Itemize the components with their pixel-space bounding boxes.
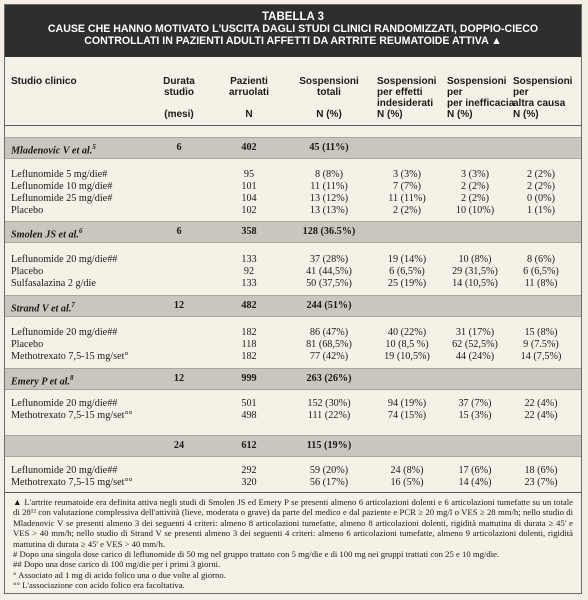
row-n: 92 (243, 266, 255, 277)
row-arm: Placebo (11, 205, 44, 216)
row-inefficacy: 44 (24%) (455, 351, 495, 362)
study-duration: 24 (173, 440, 185, 451)
study-name-strand: Strand V et al.$^7$ (11, 301, 75, 315)
row-other: 2 (2%) (526, 181, 555, 192)
row-adverse: 3 (3%) (392, 169, 421, 180)
row-n: 95 (243, 169, 255, 180)
footnote-double-degree: °° L'associazione con acido folico era facoltativa. (13, 580, 185, 591)
row-n: 182 (241, 327, 257, 338)
row-arm: Leflunomide 20 mg/die## (11, 327, 118, 338)
row-inefficacy: 37 (7%) (458, 398, 492, 409)
study-patients: 402 (241, 142, 257, 153)
row-adverse: 25 (19%) (387, 278, 427, 289)
study-name-smolen: Smolen JS et al.$^6$ (11, 227, 83, 241)
row-arm: Leflunomide 10 mg/die# (11, 181, 113, 192)
study-patients: 612 (241, 440, 257, 451)
row-total: 86 (47%) (309, 327, 349, 338)
header-altra-2: per (513, 87, 529, 98)
row-inefficacy: 14 (10,5%) (452, 278, 498, 289)
row-inefficacy: 2 (2%) (460, 181, 489, 192)
header-altra-3: altra causa (513, 98, 566, 109)
row-total: 13 (13%) (309, 205, 349, 216)
footnote-definition: ▲ L'artrite reumatoide era definita attiva negli studi di Smolen JS ed Emery P se presenti almeno 6 articolazioni dolenti e 6 articolazioni tumefatte su un totale di 28¹² con valutazione complessiva dell'attività (lieve, moderata o grave) da parte del medico e dal paziente e PCR ≥ 20 mg/l o VES ≥ 28 mm/h; nello studio di Mladenovic V se presenti almeno 3 dei seguenti 4 criteri: almeno 8 articolazioni tumefatte, almeno 8 articolazioni dolenti, rigidità mattutina di durata ≥ 45' e VES > 40 mm/h; nello studio di Strand V se presenti almeno 3 dei seguenti 4 criteri: almeno 6 articolazioni tumefatte, almeno 9 articolazioni dolenti, rigidità mattutina di durata ≥ 45' e VES > 40 mm/h. (13, 497, 573, 549)
row-arm: Placebo (11, 266, 44, 277)
header-inefficacia-1: Sospensioni (447, 76, 507, 87)
study-total: 45 (11%) (309, 142, 349, 153)
row-adverse: 19 (14%) (387, 254, 427, 265)
row-other: 22 (4%) (524, 410, 558, 421)
row-arm: Leflunomide 20 mg/die## (11, 465, 118, 476)
row-other: 9 (7.5%) (523, 339, 559, 350)
header-studio: Studio clinico (11, 76, 77, 87)
header-inefficacia-4: N (%) (447, 109, 473, 120)
header-altra-1: Sospensioni (513, 76, 573, 87)
header-totali-1: Sospensioni (299, 76, 359, 87)
row-n: 133 (241, 254, 257, 265)
study-duration: 6 (176, 142, 182, 153)
row-inefficacy: 31 (17%) (455, 327, 495, 338)
header-divider (5, 125, 581, 126)
row-total: 37 (28%) (309, 254, 349, 265)
row-adverse: 40 (22%) (387, 327, 427, 338)
header-pazienti-3: N (245, 109, 253, 120)
row-inefficacy: 10 (10%) (455, 205, 495, 216)
study-duration: 12 (173, 300, 185, 311)
row-inefficacy: 3 (3%) (460, 169, 489, 180)
header-altra-4: N (%) (513, 109, 539, 120)
row-other: 23 (7%) (524, 477, 558, 488)
study-patients: 999 (241, 373, 257, 384)
row-other: 8 (6%) (526, 254, 555, 265)
row-adverse: 24 (8%) (390, 465, 424, 476)
header-effetti-2: per effetti (377, 87, 423, 98)
row-n: 118 (241, 339, 257, 350)
table-frame (4, 4, 582, 594)
header-inefficacia-2: per (447, 87, 463, 98)
row-arm: Placebo (11, 339, 44, 350)
row-n: 133 (241, 278, 257, 289)
row-arm: Methotrexato 7,5-15 mg/set° (11, 351, 129, 362)
row-total: 11 (11%) (310, 181, 348, 192)
row-inefficacy: 10 (8%) (458, 254, 492, 265)
row-arm: Methotrexato 7,5-15 mg/set°° (11, 477, 133, 488)
row-total: 41 (44,5%) (306, 266, 352, 277)
header-pazienti-1: Pazienti (230, 76, 268, 87)
study-duration: 6 (176, 226, 182, 237)
footnote-degree: ° Associato ad 1 mg di acido folico una o due volte al giorno. (13, 569, 226, 580)
header-durata-3: (mesi) (164, 109, 194, 120)
header-effetti-4: N (%) (377, 109, 403, 120)
footnotes (13, 497, 573, 591)
row-n: 182 (241, 351, 257, 362)
table-title-line-2: CONTROLLATI IN PAZIENTI ADULTI AFFETTI DA ARTRITE REUMATOIDE ATTIVA ▲ (84, 35, 502, 47)
row-inefficacy: 15 (3%) (458, 410, 492, 421)
row-inefficacy: 17 (6%) (458, 465, 492, 476)
row-adverse: 7 (7%) (392, 181, 421, 192)
row-n: 501 (241, 398, 257, 409)
row-other: 0 (0%) (526, 193, 555, 204)
row-other: 1 (1%) (526, 205, 555, 216)
row-total: 111 (22%) (307, 410, 351, 421)
row-total: 152 (30%) (307, 398, 351, 409)
row-other: 14 (7,5%) (520, 351, 562, 362)
row-adverse: 16 (5%) (390, 477, 424, 488)
row-total: 8 (8%) (314, 169, 343, 180)
study-patients: 358 (241, 226, 257, 237)
study-total: 115 (19%) (306, 440, 352, 451)
footnote-double-hash: ## Dopo una dose carico di 100 mg/die per i primi 3 giorni. (13, 559, 221, 570)
row-n: 320 (241, 477, 257, 488)
header-totali-3: N (%) (316, 109, 342, 120)
row-adverse: 2 (2%) (392, 205, 421, 216)
header-durata-2: studio (164, 87, 194, 98)
row-inefficacy: 29 (31,5%) (452, 266, 498, 277)
row-total: 59 (20%) (309, 465, 349, 476)
row-adverse: 94 (19%) (387, 398, 427, 409)
row-n: 104 (241, 193, 257, 204)
header-pazienti-2: arruolati (228, 87, 269, 98)
row-other: 18 (6%) (524, 465, 558, 476)
row-other: 6 (6,5%) (523, 266, 559, 277)
study-total: 263 (26%) (306, 373, 352, 384)
study-total: 244 (51%) (306, 300, 352, 311)
header-effetti-1: Sospensioni (377, 76, 437, 87)
study-name-mladenovic: Mladenovic V et al.$^5$ (11, 143, 96, 157)
row-n: 102 (241, 205, 257, 216)
row-adverse: 19 (10,5%) (384, 351, 430, 362)
header-durata-1: Durata (163, 76, 195, 87)
row-arm: Leflunomide 20 mg/die## (11, 254, 118, 265)
row-other: 11 (8%) (524, 278, 558, 289)
row-total: 50 (37,5%) (306, 278, 352, 289)
row-arm: Leflunomide 25 mg/die# (11, 193, 113, 204)
table-title-line-1: CAUSE CHE HANNO MOTIVATO L'USCITA DAGLI STUDI CLINICI RANDOMIZZATI, DOPPIO-CIECO (47, 23, 539, 35)
row-total: 56 (17%) (309, 477, 349, 488)
row-inefficacy: 62 (52,5%) (452, 339, 498, 350)
row-other: 22 (4%) (524, 398, 558, 409)
row-adverse: 74 (15%) (387, 410, 427, 421)
row-arm: Methotrexato 7,5-15 mg/set°° (11, 410, 133, 421)
row-inefficacy: 2 (2%) (460, 193, 489, 204)
row-arm: Leflunomide 5 mg/die# (11, 169, 108, 180)
notes-divider (5, 492, 581, 493)
table-title-bar (5, 5, 581, 57)
row-other: 15 (8%) (524, 327, 558, 338)
study-duration: 12 (173, 373, 185, 384)
row-inefficacy: 14 (4%) (458, 477, 492, 488)
table-number: TABELLA 3 (262, 11, 324, 23)
row-adverse: 6 (6,5%) (389, 266, 425, 277)
row-n: 292 (241, 465, 257, 476)
row-other: 2 (2%) (526, 169, 555, 180)
header-inefficacia-3: per inefficacia (447, 98, 515, 109)
row-arm: Sulfasalazina 2 g/die (11, 278, 96, 289)
row-total: 81 (68,5%) (306, 339, 352, 350)
row-n: 498 (241, 410, 257, 421)
header-effetti-3: indesiderati (377, 98, 434, 109)
row-adverse: 10 (8,5 %) (385, 339, 429, 350)
footnote-hash: # Dopo una singola dose carico di leflunomide di 50 mg nel gruppo trattato con 5 mg/die e di 100 mg nei gruppi trattati con 25 e 10 mg/die. (13, 549, 500, 560)
row-total: 77 (42%) (309, 351, 349, 362)
row-total: 13 (12%) (309, 193, 349, 204)
header-totali-2: totali (317, 87, 341, 98)
row-adverse: 11 (11%) (388, 193, 426, 204)
study-patients: 482 (241, 300, 257, 311)
row-arm: Leflunomide 20 mg/die## (11, 398, 118, 409)
study-name-emery: Emery P et al.$^8$ (11, 374, 74, 388)
row-n: 101 (241, 181, 257, 192)
study-total: 128 (36.5%) (302, 226, 356, 237)
